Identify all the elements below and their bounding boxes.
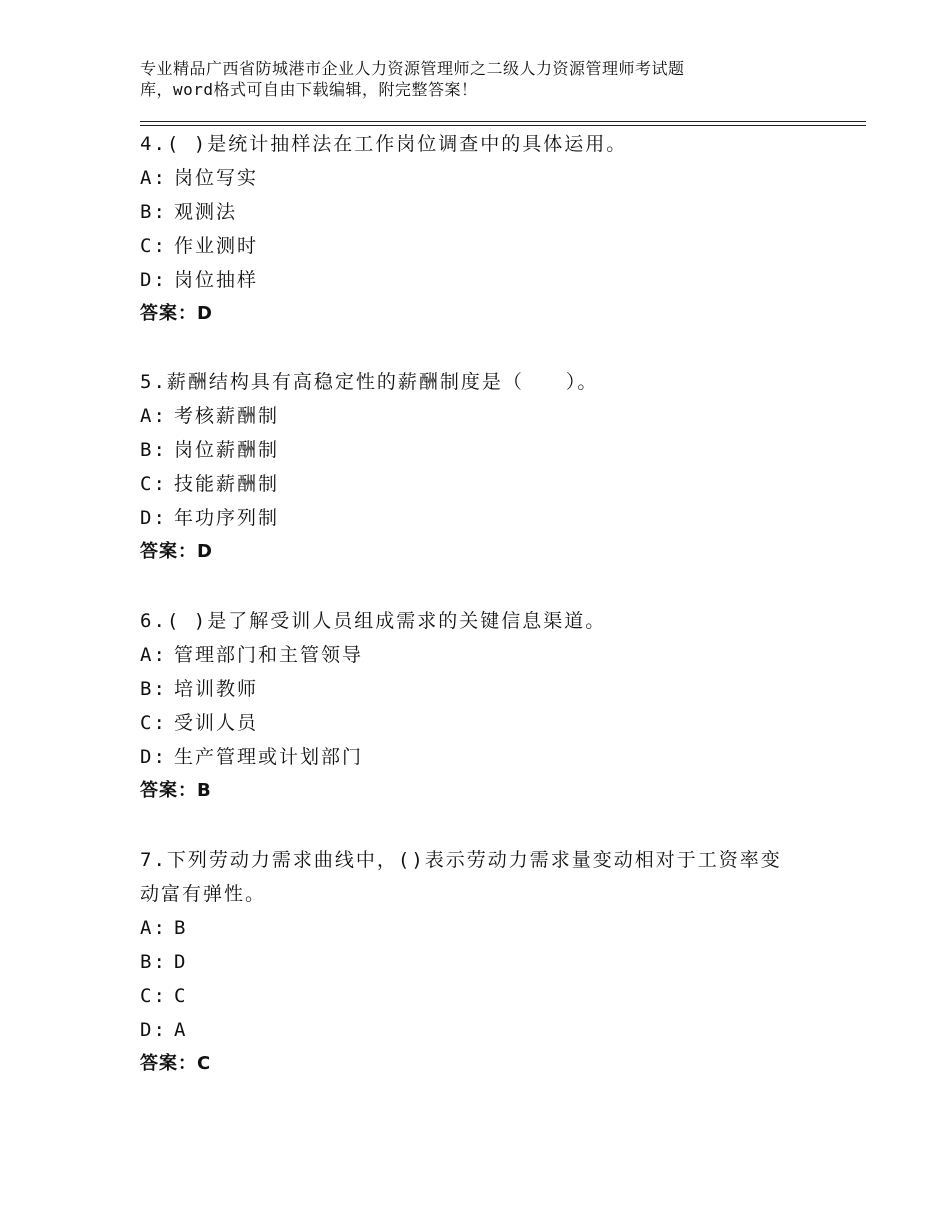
option-text: 培训教师 [174,678,259,700]
question-text-line-2: 动富有弹性。 [140,883,267,905]
option-text: 生产管理或计划部门 [174,746,364,768]
answer-label: 答案：B [140,780,212,801]
option-text: B [174,917,188,939]
option-letter: C: [140,985,167,1007]
question-text: 4.( )是统计抽样法在工作岗位调查中的具体运用。 [140,133,628,155]
option-letter: D: [140,1019,167,1041]
option-c [140,706,830,740]
option-letter: A: [140,167,167,189]
answer-label: 答案：D [140,303,213,324]
option-d [140,501,830,535]
option-d [140,1013,830,1047]
header-line-1: 专业精品广西省防城港市企业人力资源管理师之二级人力资源管理师考试题 [140,59,685,78]
option-text: 技能薪酬制 [174,473,280,495]
option-a [140,911,830,945]
option-text: 考核薪酬制 [174,405,280,427]
option-text: 岗位薪酬制 [174,439,280,461]
option-text: D [174,951,188,973]
document-header [140,58,840,100]
option-letter: B: [140,201,167,223]
option-letter: D: [140,746,167,768]
option-text: C [174,985,188,1007]
option-letter: C: [140,712,167,734]
option-b [140,433,830,467]
header-line-2: 库，word格式可自由下载编辑，附完整答案！ [140,80,478,99]
option-a [140,399,830,433]
question-4 [140,127,830,331]
option-text: 观测法 [174,201,238,223]
option-letter: A: [140,644,167,666]
option-c [140,229,830,263]
option-text: 年功序列制 [174,507,280,529]
option-text: 岗位写实 [174,167,259,189]
header-divider-top [140,121,866,122]
option-d [140,263,830,297]
answer-label: 答案：C [140,1053,212,1074]
option-text: A [174,1019,188,1041]
option-letter: B: [140,951,167,973]
option-text: 作业测时 [174,235,259,257]
option-letter: D: [140,269,167,291]
question-text-line-1: 7.下列劳动力需求曲线中，()表示劳动力需求量变动相对于工资率变 [140,849,782,871]
option-letter: A: [140,917,167,939]
option-letter: D: [140,507,167,529]
option-b [140,672,830,706]
option-letter: C: [140,473,167,495]
option-a [140,161,830,195]
option-c [140,467,830,501]
option-text: 岗位抽样 [174,269,259,291]
question-5 [140,365,830,569]
question-6 [140,604,830,808]
option-c [140,979,830,1013]
option-letter: C: [140,235,167,257]
header-divider-bottom [140,125,866,126]
question-text: 5.薪酬结构具有高稳定性的薪酬制度是（ ）。 [140,371,599,393]
option-text: 受训人员 [174,712,259,734]
option-b [140,945,830,979]
option-letter: B: [140,439,167,461]
answer-label: 答案：D [140,541,213,562]
option-b [140,195,830,229]
question-7 [140,843,830,1081]
option-a [140,638,830,672]
option-letter: B: [140,678,167,700]
option-text: 管理部门和主管领导 [174,644,364,666]
question-text: 6.( )是了解受训人员组成需求的关键信息渠道。 [140,610,607,632]
option-letter: A: [140,405,167,427]
option-d [140,740,830,774]
